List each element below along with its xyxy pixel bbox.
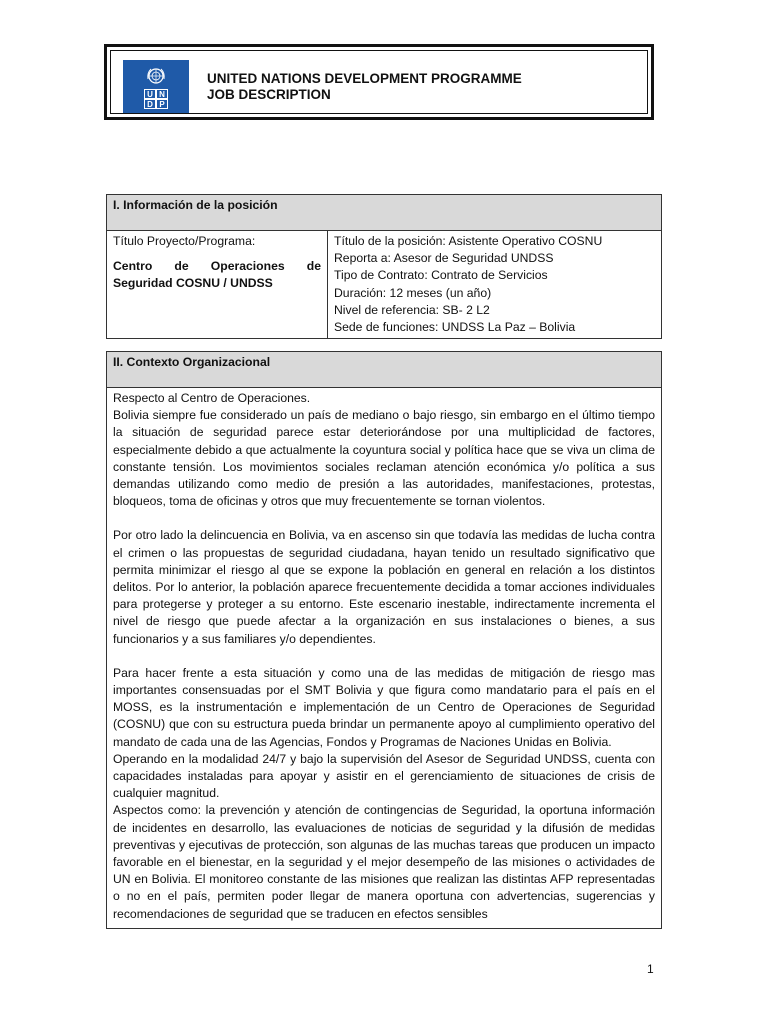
header-title-line2: JOB DESCRIPTION	[207, 87, 331, 102]
position-details-cell	[328, 231, 661, 338]
context-paragraph-1: Bolivia siempre fue considerado un país de mediano o bajo riesgo, sin embargo en el último tiempo la situación de seguridad parece estar deteriorándose por una multiplicidad de factores, especialmente debido a que actualmente la coyuntura social y política hace que se viva un clima de constante tensión. Los movimientos sociales reclaman atención económica y/o política a sus demandas utilizando como medio de presión a las autoridades, manifestaciones, protestas, bloqueos, toma de oficinas y otros que muy frecuentemente se tornan violentos.	[113, 408, 655, 509]
position-info-table	[106, 194, 662, 339]
position-title-line: Título de la posición: Asistente Operativo COSNU	[334, 234, 603, 248]
duration-line: Duración: 12 meses (un año)	[334, 285, 492, 300]
organizational-context-table	[106, 351, 662, 929]
page-number: 1	[647, 962, 654, 976]
organizational-context-body	[107, 388, 661, 925]
undp-letter: U	[144, 89, 156, 99]
undp-logo	[123, 60, 189, 113]
reports-to-line: Reporta a: Asesor de Seguridad UNDSS	[334, 251, 554, 266]
context-intro: Respecto al Centro de Operaciones.	[113, 391, 311, 405]
document-header-inner-border	[110, 50, 648, 114]
context-paragraph-4: Operando en la modalidad 24/7 y bajo la supervisión del Asesor de Seguridad UNDSS, cuenta con capacidades instaladas para apoyar y asistir en el gerenciamiento de situaciones de crisis de cualquier magnitud.	[113, 751, 655, 801]
undp-letter: P	[156, 99, 168, 109]
context-paragraph-3: Para hacer frente a esta situación y como una de las medidas de mitigación de riesgo mas importantes consensuadas por el SMT Bolivia y que figura como mandatario para el país en el MOSS, es la instrumentación e implementación de un Centro de Operaciones de Seguridad (COSNU) que con su estructura pueda brindar un permanente apoyo al cumplimiento operativo del mandato de cada una de las Agencias, Fondos y Programas de Naciones Unidas en Bolivia.	[113, 665, 655, 749]
context-paragraph-2: Por otro lado la delincuencia en Bolivia, va en ascenso sin que todavía las medidas de lucha contra el crimen o las propuestas de seguridad ciudadana, hayan tenido un resultado significativo que permita minimizar el riesgo al que se expone la población en general en relación a los distintos delitos. Por lo anterior, la población aparece frecuentemente decidida a tomar acciones individuales para protegerse y proteger a su entorno. Este escenario inestable, indirectamente incrementa el nivel de riesgo que puede afectar a la organización en sus instalaciones o bienes, a sus funcionarios y a sus familiares y/o dependientes.	[113, 528, 655, 646]
duty-station-line: Sede de funciones: UNDSS La Paz – Bolivia	[334, 320, 576, 335]
header-title-line1: UNITED NATIONS DEVELOPMENT PROGRAMME	[207, 71, 522, 86]
project-cell	[107, 231, 328, 338]
position-info-heading: I. Información de la posición	[107, 195, 661, 231]
context-paragraph-5: Aspectos como: la prevención y atención de contingencias de Seguridad, la oportuna información de incidentes en desarrollo, las evaluaciones de noticias de seguridad y la difusión de medidas preventivas y ejecutivas de protección, son algunas de las muchas tareas que producen un impacto favorable en el bienestar, en la seguridad y el mejor desempeño de las misiones o actividades de UN en Bolivia. El monitoreo constante de las misiones que realizan las distintas AFP representadas o no en el país, permiten poder llegar de manera oportuna con advertencias, sugerencias y recomendaciones de seguridad que se traducen en efectos sensibles	[113, 803, 655, 921]
contract-type-line: Tipo de Contrato: Contrato de Servicios	[334, 268, 548, 283]
reference-level-line: Nivel de referencia: SB- 2 L2	[334, 302, 490, 317]
header-title	[207, 71, 522, 103]
undp-letters	[144, 89, 168, 109]
un-emblem-icon	[145, 65, 167, 87]
project-value: Centro de Operaciones de Seguridad COSNU / UNDSS	[113, 259, 321, 291]
position-info-row	[107, 231, 661, 338]
organizational-context-heading: II. Contexto Organizacional	[107, 352, 661, 388]
undp-letter: D	[144, 99, 156, 109]
project-label: Título Proyecto/Programa:	[113, 234, 256, 248]
document-header	[104, 44, 654, 120]
undp-letter: N	[156, 89, 168, 99]
